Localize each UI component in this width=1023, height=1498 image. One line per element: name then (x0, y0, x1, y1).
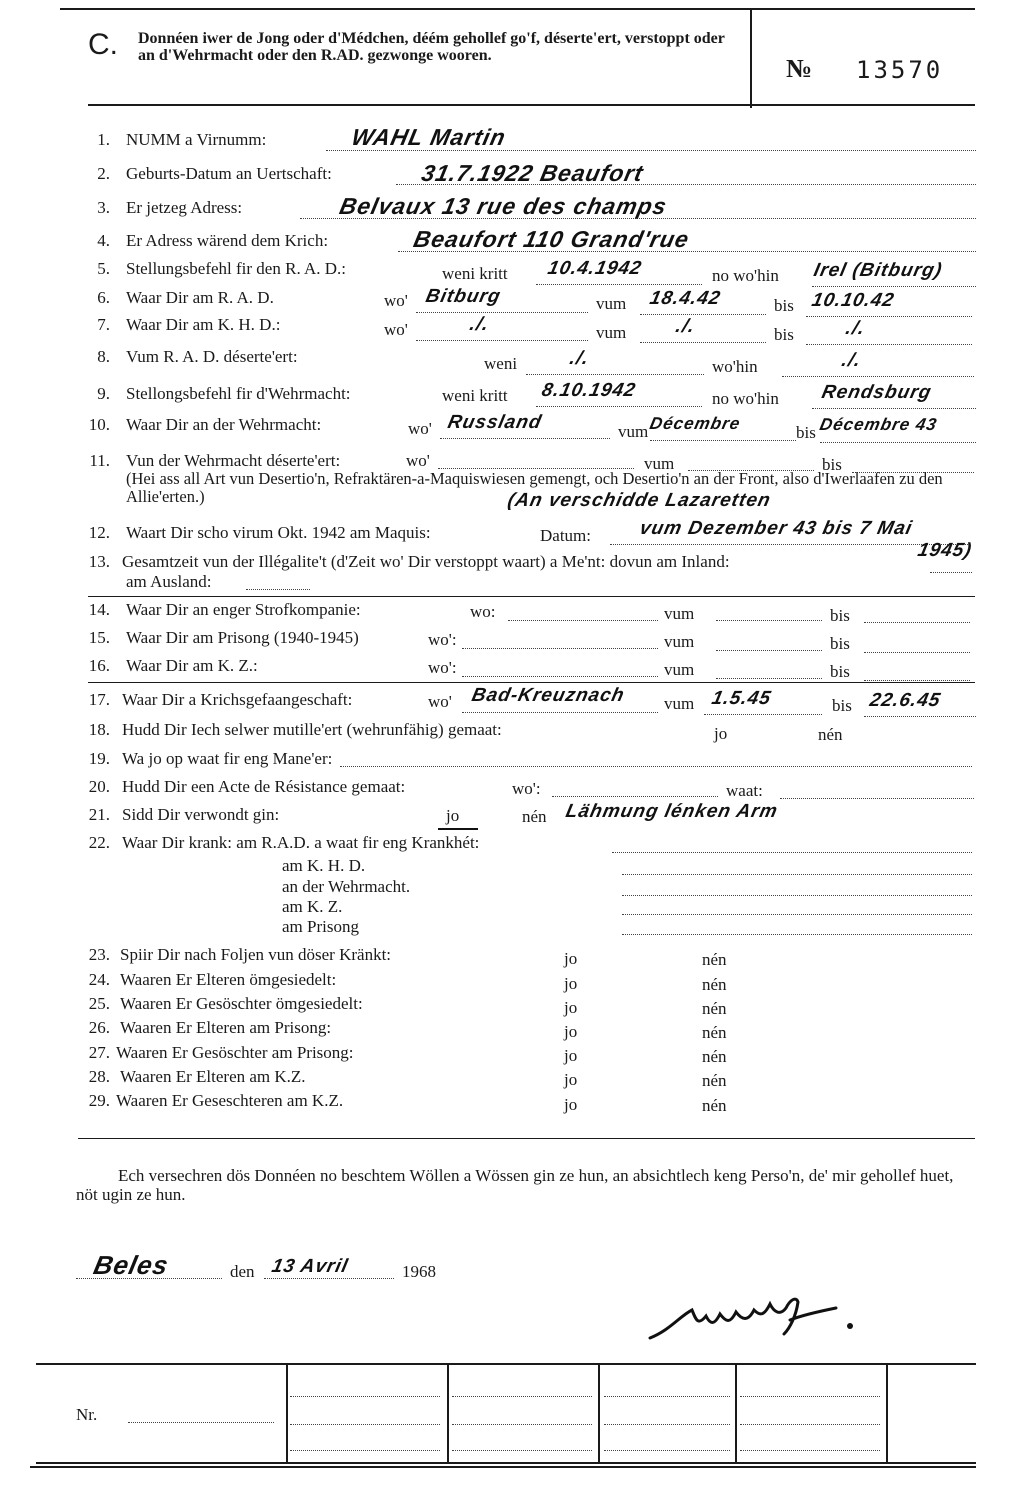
answer-line (340, 766, 972, 767)
row-label: Waaren Er Elteren am Prisong: (120, 1018, 332, 1037)
field-label-date: Datum: (540, 526, 591, 545)
signature-scribble (640, 1286, 870, 1356)
option-no: nén (702, 1071, 727, 1090)
row-label: Stellungsbefehl fir den R. A. D.: (126, 259, 347, 278)
header-bottom-border (88, 104, 975, 106)
answer-line (820, 442, 976, 443)
field-label-what: waat: (726, 781, 763, 800)
khd-from: ./. (673, 316, 698, 337)
answer-line (806, 344, 972, 345)
row-number: 8. (97, 347, 110, 366)
row-label: Hudd Dir een Acte de Résistance gemaat: (122, 777, 406, 796)
answer-line (416, 340, 588, 341)
desertion-note: (Hei ass all Art vun Desertio'n, Refraktären-a-Maquiswiesen gemengt, och Desertio'n an der Front, also d'Iwerlaafen zu den Allie'erten.) (126, 469, 943, 506)
footer-col-divider (447, 1363, 449, 1463)
row-number: 25. (88, 994, 110, 1013)
footer-line (452, 1424, 592, 1425)
field-label-where: no wo'hin (712, 266, 779, 285)
footer-line (740, 1450, 880, 1451)
row-number: 9. (97, 384, 110, 403)
war-address-answer: Beaufort 110 Grand'rue (411, 226, 692, 252)
row-number: 10. (88, 415, 110, 434)
field-label-to: bis (832, 696, 852, 715)
field-label-where-to: wo'hin (712, 357, 758, 376)
answer-line (536, 406, 702, 407)
answer-line (650, 440, 796, 441)
row-label: Waar Dir an der Wehrmacht: (126, 415, 322, 434)
signing-date: 13 Avril (269, 1256, 351, 1277)
option-yes: jo (564, 949, 578, 968)
footer-line (604, 1450, 730, 1451)
answer-line (812, 286, 976, 287)
field-label-where: wo' (384, 320, 408, 339)
option-no: nén (522, 807, 547, 826)
row-number: 4. (97, 231, 110, 250)
maquis-date: vum Dezember 43 bis 7 Mai (637, 518, 915, 539)
field-label-from: vum (596, 294, 627, 313)
footer-line (604, 1424, 730, 1425)
row-label: Vum R. A. D. déserte'ert: (126, 347, 298, 366)
field-label-from: vum (644, 454, 675, 473)
answer-line (716, 678, 822, 679)
row-number: 17. (88, 690, 110, 709)
answer-line (246, 589, 310, 590)
field-label-from: vum (664, 604, 695, 623)
answer-line (704, 714, 822, 715)
option-no: nén (818, 725, 843, 744)
answer-line (536, 284, 702, 285)
footer-top-border (36, 1363, 976, 1365)
declaration-text: Ech versechren dös Donnéen no beschtem Wöllen a Wössen gin ze hun, an absichtlech keng Perso'n, de' mir gehollef huet, nöt ugin ze hun. (76, 1166, 954, 1204)
footer-col-divider (598, 1363, 600, 1463)
row-number: 7. (97, 315, 110, 334)
section-letter: C. (88, 28, 118, 61)
option-yes: jo (564, 1046, 578, 1065)
footer-line (452, 1396, 592, 1397)
field-label-from: vum (664, 660, 695, 679)
footer-col-divider (286, 1363, 288, 1463)
captivity-place: Bad-Kreuznach (469, 685, 627, 706)
row-number: 29. (88, 1091, 110, 1110)
option-yes: jo (714, 724, 728, 743)
rad-order-date: 10.4.1942 (545, 258, 644, 279)
option-yes: jo (564, 1022, 578, 1041)
row-label: Waar Dir am K. H. D.: (126, 315, 281, 334)
footer-line (740, 1396, 880, 1397)
answer-line (416, 312, 588, 313)
row-label: Waart Dir scho virum Okt. 1942 am Maquis: (126, 523, 431, 542)
row-label: Waar Dir an enger Strofkompanie: (126, 600, 361, 619)
answer-line (640, 342, 766, 343)
answer-line (622, 914, 972, 915)
field-label-to: bis (774, 296, 794, 315)
row-number: 20. (88, 777, 110, 796)
row-number: 22. (88, 833, 110, 852)
option-yes: jo (564, 1095, 578, 1114)
answer-line (622, 895, 972, 896)
khd-to: ./. (843, 318, 868, 339)
row-label: Spiir Dir nach Foljen vun döser Kränkt: (120, 945, 392, 964)
row-number: 18. (88, 720, 110, 739)
answer-line (622, 874, 972, 875)
wehrmacht-order-place: Rendsburg (819, 382, 934, 403)
field-label-where: no wo'hin (712, 389, 779, 408)
row-label: Geburts-Datum an Uertschaft: (126, 164, 332, 183)
field-label-to: bis (830, 606, 850, 625)
field-label-where: wo: (470, 602, 496, 621)
section-divider (88, 682, 975, 683)
row-number: 3. (97, 198, 110, 217)
option-no: nén (702, 1023, 727, 1042)
row-number: 26. (88, 1018, 110, 1037)
footer-nr-label: Nr. (76, 1405, 98, 1424)
row-number: 5. (97, 259, 110, 278)
answer-line (508, 620, 658, 621)
answer-line (864, 716, 976, 717)
answer-line (716, 650, 822, 651)
date-prefix: den (230, 1262, 255, 1281)
row-label: Sidd Dir verwondt gin: (122, 805, 280, 824)
address-answer: Belvaux 13 rue des champs (337, 193, 670, 219)
option-no: nén (702, 1047, 727, 1066)
row-number: 23. (88, 945, 110, 964)
rad-desert-when: ./. (567, 348, 592, 369)
option-yes: jo (564, 974, 578, 993)
footer-bottom-border (36, 1462, 976, 1464)
row-label: Waar Dir a Krichsgefaangeschaft: (122, 690, 353, 709)
row-number: 16. (88, 656, 110, 675)
answer-line (812, 408, 976, 409)
row-number: 19. (88, 749, 110, 768)
option-no: nén (702, 950, 727, 969)
field-label-when: weni kritt (442, 386, 508, 405)
option-no: nén (702, 999, 727, 1018)
signing-year: 1968 (402, 1262, 436, 1281)
field-label-where: wo': (428, 630, 457, 649)
header-divider (750, 8, 752, 108)
row-label: Hudd Dir Iech selwer mutille'ert (wehrunfähig) gemaat: (122, 720, 502, 739)
row-label: Waar Dir krank: am R.A.D. a waat fir eng Krankhét: (122, 833, 480, 852)
section-divider (88, 596, 975, 597)
field-label-abroad: am Ausland: (126, 572, 212, 591)
field-label-to: bis (822, 455, 842, 474)
field-label-to: bis (796, 423, 816, 442)
field-label-where: wo' (384, 291, 408, 310)
field-label-from: vum (664, 632, 695, 651)
footer-line (290, 1450, 440, 1451)
answer-line (526, 374, 704, 375)
row-label: NUMM a Virnumm: (126, 130, 267, 149)
desertion-answer: (An verschidde Lazaretten (505, 490, 773, 511)
field-label-from: vum (664, 694, 695, 713)
row-number: 12. (88, 523, 110, 542)
header-intro-text: Donnéen iwer de Jong oder d'Médchen, déém gehollef go'f, déserte'ert, verstoppt oder an d'Wehrmacht oder den R.AD. gezwonge wooren. (138, 30, 725, 64)
captivity-to: 22.6.45 (867, 690, 943, 711)
row-label: Waaren Er Gesöschter ömgesiedelt: (120, 994, 363, 1013)
footer-col-divider (735, 1363, 737, 1463)
row-number: 6. (97, 288, 110, 307)
row-label: Waar Dir am K. Z.: (126, 656, 258, 675)
illness-sub-label: am K. Z. (282, 897, 343, 916)
answer-line (462, 648, 658, 649)
khd-place: ./. (467, 314, 492, 335)
rad-desert-where: ./. (839, 350, 864, 371)
wehrmacht-to: Décembre 43 (818, 415, 939, 434)
birth-answer: 31.7.1922 Beaufort (419, 160, 647, 186)
wehrmacht-from: Décembre (648, 414, 743, 433)
footer-line (290, 1424, 440, 1425)
row-number: 13. (88, 552, 110, 571)
answer-line (864, 652, 970, 653)
document-number: 13570 (856, 56, 944, 84)
section-divider (78, 1138, 975, 1139)
answer-line (462, 712, 658, 713)
answer-line (930, 572, 972, 573)
row-number: 24. (88, 970, 110, 989)
rad-order-place: Irel (Bitburg) (811, 260, 945, 281)
answer-line (640, 314, 766, 315)
row-label: Waar Dir am Prisong (1940-1945) (126, 628, 359, 647)
field-label-when: weni kritt (442, 264, 508, 283)
option-yes-selected: jo (446, 806, 460, 825)
rad-place: Bitburg (423, 286, 503, 307)
field-label-to: bis (830, 662, 850, 681)
answer-line (806, 316, 972, 317)
answer-line (264, 1278, 394, 1279)
answer-line (552, 796, 718, 797)
row-number: 15. (88, 628, 110, 647)
row-label: Wa jo op waat fir eng Mane'er: (122, 749, 333, 768)
selected-mark (438, 828, 478, 830)
field-label-to: bis (774, 325, 794, 344)
illness-sub-label: am K. H. D. (282, 856, 366, 875)
row-number: 27. (88, 1043, 110, 1062)
maquis-date-continued: 1945) (915, 540, 974, 561)
option-no: nén (702, 1096, 727, 1115)
field-label-where: wo': (512, 779, 541, 798)
illness-sub-label: am Prisong (282, 917, 359, 936)
row-label: Waaren Er Elteren am K.Z. (120, 1067, 306, 1086)
answer-line (782, 376, 974, 377)
row-label: Gesamtzeit vun der Illégalite't (d'Zeit wo' Dir verstoppt waart) a Me'nt: dovun am Inland: (122, 552, 730, 571)
signing-place: Beles (90, 1250, 172, 1280)
page-bottom-border (30, 1466, 976, 1468)
illness-sub-label: an der Wehrmacht. (282, 877, 411, 896)
answer-line (780, 798, 974, 799)
answer-line (610, 544, 970, 545)
field-label-where: wo' (406, 451, 430, 470)
answer-line (622, 934, 972, 935)
option-yes: jo (564, 998, 578, 1017)
field-label-when: weni (484, 354, 518, 373)
footer-line (452, 1450, 592, 1451)
answer-line (864, 622, 970, 623)
number-sign: № (786, 54, 813, 83)
field-label-to: bis (830, 634, 850, 653)
answer-line (716, 620, 822, 621)
field-label-from: vum (618, 422, 649, 441)
answer-line (612, 852, 972, 853)
option-no: nén (702, 975, 727, 994)
field-label-where: wo' (428, 692, 452, 711)
row-label: Er Adress wärend dem Krich: (126, 231, 329, 250)
rad-to: 10.10.42 (809, 290, 897, 311)
wehrmacht-order-date: 8.10.1942 (539, 380, 638, 401)
row-number: 28. (88, 1067, 110, 1086)
name-answer: WAHL Martin (349, 124, 509, 150)
row-number: 21. (88, 805, 110, 824)
footer-line (290, 1396, 440, 1397)
row-label: Waaren Er Elteren ömgesiedelt: (120, 970, 337, 989)
row-number: 11. (89, 451, 110, 470)
footer-col-divider (886, 1363, 888, 1463)
header-top-border (60, 8, 975, 10)
row-number: 2. (97, 164, 110, 183)
row-label: Stellongsbefehl fir d'Wehrmacht: (126, 384, 351, 403)
field-label-from: vum (596, 323, 627, 342)
answer-line (128, 1422, 274, 1423)
row-label: Waaren Er Geseschteren am K.Z. (116, 1091, 344, 1110)
row-label: Vun der Wehrmacht déserte'ert: (126, 451, 341, 470)
row-label: Waaren Er Gesöschter am Prisong: (116, 1043, 354, 1062)
wehrmacht-place: Russland (445, 412, 544, 433)
field-label-where: wo': (428, 658, 457, 677)
answer-line (440, 438, 610, 439)
answer-line (864, 680, 970, 681)
rad-from: 18.4.42 (647, 288, 723, 309)
wound-answer: Lähmung lénken Arm (563, 801, 780, 822)
captivity-from: 1.5.45 (709, 688, 774, 709)
footer-line (740, 1424, 880, 1425)
answer-line (462, 676, 658, 677)
field-label-where: wo' (408, 419, 432, 438)
row-number: 1. (97, 130, 110, 149)
row-number: 14. (88, 600, 110, 619)
row-label: Er jetzeg Adress: (126, 198, 243, 217)
footer-line (604, 1396, 730, 1397)
option-yes: jo (564, 1070, 578, 1089)
row-label: Waar Dir am R. A. D. (126, 288, 274, 307)
